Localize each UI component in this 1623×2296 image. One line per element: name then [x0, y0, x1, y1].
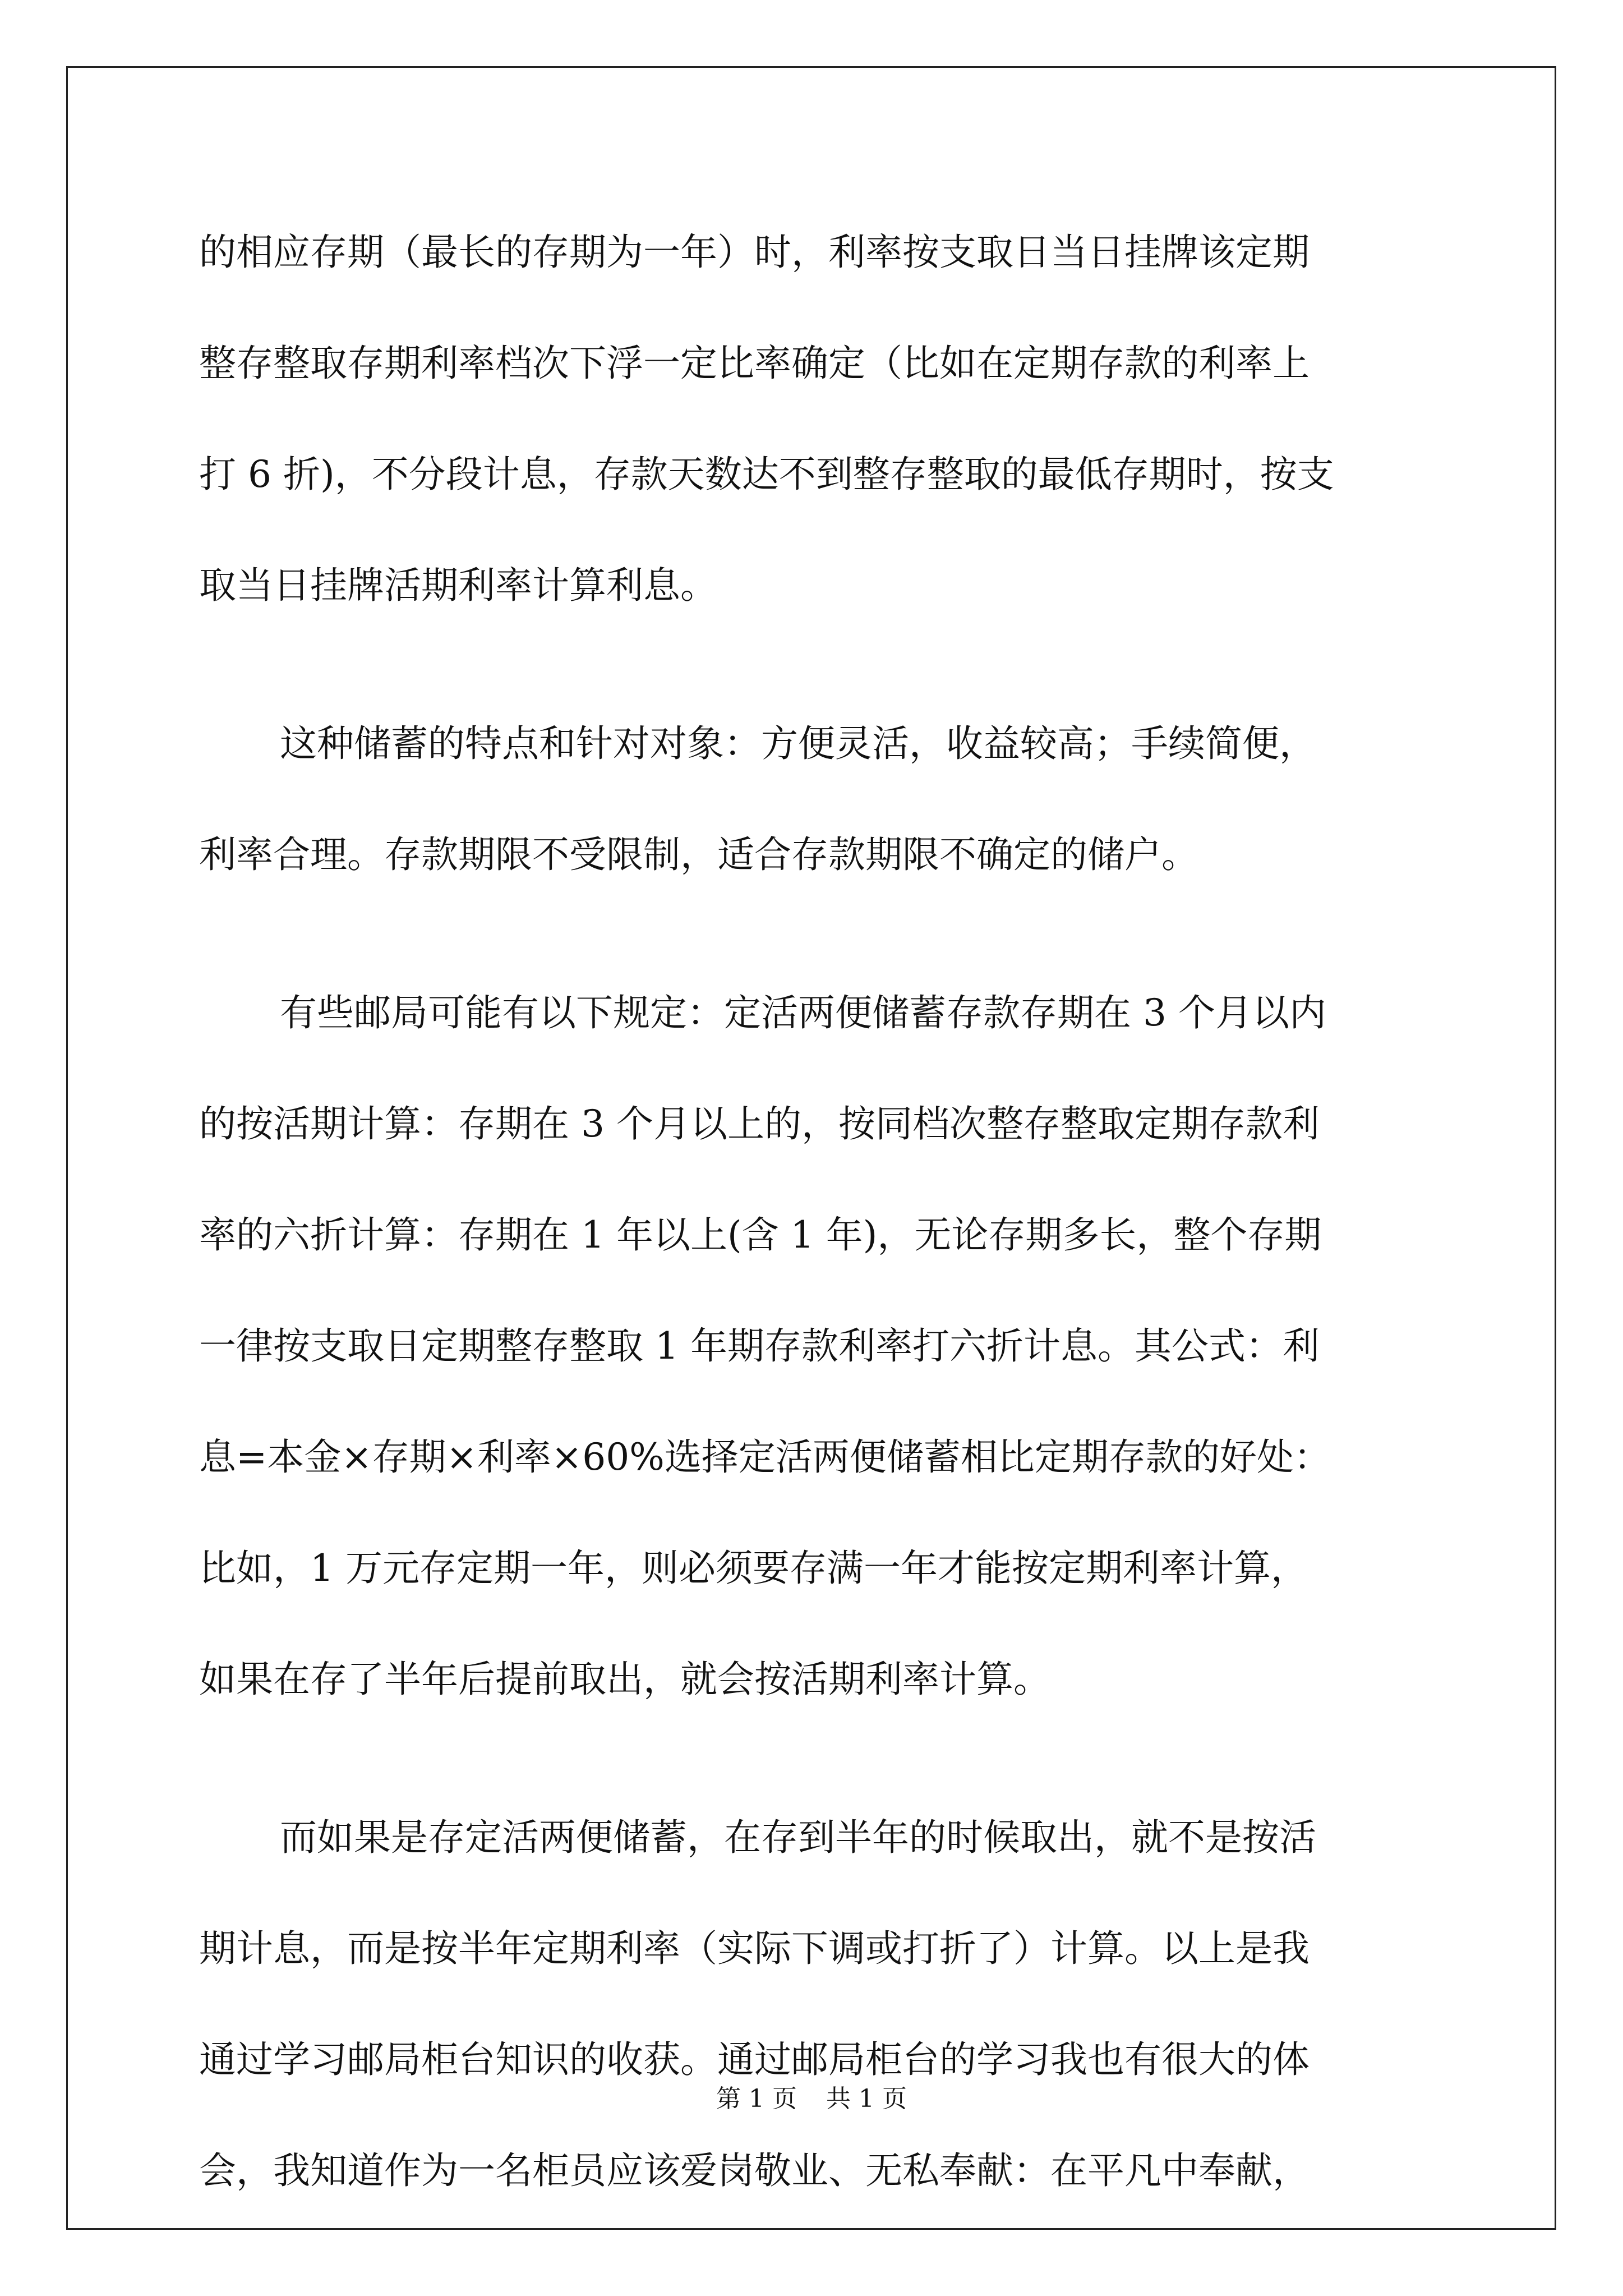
text-line: 而如果是存定活两便储蓄，在存到半年的时候取出，就不是按活: [280, 1816, 1316, 1859]
text-line: 率的六折计算：存期在 1 年以上(含 1 年)，无论存期多长，整个存期: [199, 1213, 1322, 1257]
text-line: 比如，1 万元存定期一年，则必须要存满一年才能按定期利率计算，: [199, 1547, 1308, 1590]
page-total: 共 1 页: [826, 2085, 907, 2113]
paragraph-3: [199, 968, 1436, 1746]
text-line: 这种储蓄的特点和针对对象：方便灵活，收益较高；手续简便，: [280, 722, 1316, 765]
text-line: 期计息，而是按半年定期利率（实际下调或打折了）计算。以上是我: [199, 1927, 1310, 1970]
text-line: 的相应存期（最长的存期为一年）时，利率按支取日当日挂牌该定期: [199, 231, 1310, 274]
paragraph-1: [199, 208, 1436, 652]
paragraph-2: [199, 699, 1436, 921]
page-number: 第 1 页: [716, 2085, 797, 2113]
text-line: 通过学习邮局柜台知识的收获。通过邮局柜台的学习我也有很大的体: [199, 2038, 1310, 2081]
text-line: 会，我知道作为一名柜员应该爱岗敬业、无私奉献：在平凡中奉献，: [199, 2149, 1310, 2192]
text-line: 如果在存了半年后提前取出，就会按活期利率计算。: [199, 1658, 1050, 1701]
page-footer: [0, 2082, 1623, 2116]
text-line: 打 6 折)，不分段计息，存款天数达不到整存整取的最低存期时，按支: [199, 453, 1334, 496]
text-line: 息=本金×存期×利率×60%选择定活两便储蓄相比定期存款的好处：: [199, 1435, 1331, 1479]
text-line: 一律按支取日定期整存整取 1 年期存款利率打六折计息。其公式：利: [199, 1324, 1320, 1368]
text-line: 取当日挂牌活期利率计算利息。: [199, 564, 717, 607]
document-body: [199, 208, 1436, 2237]
text-line: 有些邮局可能有以下规定：定活两便储蓄存款存期在 3 个月以内: [280, 991, 1326, 1034]
text-line: 利率合理。存款期限不受限制，适合存款期限不确定的储户。: [199, 833, 1198, 876]
text-line: 的按活期计算：存期在 3 个月以上的，按同档次整存整取定期存款利: [199, 1102, 1320, 1145]
paragraph-4: [199, 1793, 1436, 2237]
text-line: 整存整取存期利率档次下浮一定比率确定（比如在定期存款的利率上: [199, 342, 1310, 385]
